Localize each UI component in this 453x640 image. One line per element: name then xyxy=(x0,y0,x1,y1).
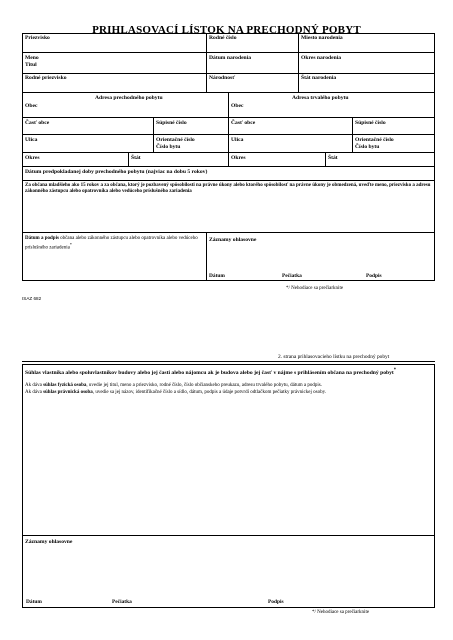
footnote: */ Nehodiace sa prečiarknite xyxy=(286,286,344,291)
page2-records-area[interactable] xyxy=(23,547,434,595)
form-code: ISAZ 682 xyxy=(22,296,42,301)
field-stat-narodenia[interactable]: Štát narodenia xyxy=(301,75,337,81)
address-temp-heading: Adresa prechodného pobytu xyxy=(95,95,163,101)
consent-star: * xyxy=(393,368,397,373)
address-temp-orientacne-cislo[interactable]: Orientačné číslo xyxy=(156,137,195,143)
signature-star: * xyxy=(69,242,72,248)
field-expected-end[interactable]: Dátum predpokladanej doby prechodného pobytu (najviac na dobu 5 rokov) xyxy=(25,169,208,175)
address-temp-obec[interactable]: Obec xyxy=(25,103,38,109)
address-perm-cast-obce[interactable]: Časť obce xyxy=(231,120,256,126)
consent-line-physical: Ak dáva súhlas fyzická osoba, uvedie jej titul, meno a priezvisko, rodné číslo, číslo občianskeho preukazu, adresu trvalého pobytu, dátum a podpis. xyxy=(25,383,322,388)
field-datum-narodenia[interactable]: Dátum narodenia xyxy=(209,55,252,61)
address-temp-stat[interactable]: Štát xyxy=(131,155,141,161)
field-priezvisko[interactable]: Priezvisko xyxy=(25,35,50,41)
address-perm-orientacne-cislo[interactable]: Orientačné číslo xyxy=(355,137,394,143)
address-perm-obec[interactable]: Obec xyxy=(231,103,244,109)
address-temp-ulica[interactable]: Ulica xyxy=(25,137,38,143)
footer-datum: Dátum xyxy=(209,273,225,279)
signature-block[interactable] xyxy=(25,236,203,252)
address-perm-ulica[interactable]: Ulica xyxy=(231,137,244,143)
page2-footer-datum: Dátum xyxy=(26,599,42,605)
address-perm-cislo-bytu[interactable]: Číslo bytu xyxy=(355,144,380,150)
records-label: Záznamy ohlasovne xyxy=(209,237,257,243)
consent-title-text: Súhlas vlastníka alebo spoluvlastníkov budovy alebo jej časti alebo nájomcu ak je budova alebo jej časť v nájme s prihlásením občana na prechodný pobyt xyxy=(25,369,394,376)
consent-line-legal: Ak dáva súhlas právnická osoba, uvedie sa jej názov, identifikačné číslo a sídlo, dátum, podpis a údaje potvrdí odtlačkom pečiatky právnickej osoby. xyxy=(25,390,326,395)
page2-footnote: */ Nehodiace sa prečiarknite xyxy=(312,610,370,615)
field-narodnost[interactable]: Národnosť xyxy=(209,75,236,81)
address-temp-cast-obce[interactable]: Časť obce xyxy=(25,120,50,126)
address-perm-heading: Adresa trvalého pobytu xyxy=(292,95,349,101)
field-meno[interactable]: Meno xyxy=(25,55,39,61)
field-miesto-narodenia[interactable]: Miesto narodenia xyxy=(301,35,343,41)
field-okres-narodenia[interactable]: Okres narodenia xyxy=(301,55,342,61)
address-perm-stat[interactable]: Štát xyxy=(328,155,338,161)
address-perm-supisne-cislo[interactable]: Súpisné číslo xyxy=(355,120,386,126)
signature-text: občana alebo zákonného zástupcu alebo opatrovníka alebo vedúceho príslušného zariadenia xyxy=(25,236,198,251)
field-rodne-priezvisko[interactable]: Rodné priezvisko xyxy=(25,75,67,81)
address-temp-okres[interactable]: Okres xyxy=(25,155,40,161)
consent-input-area[interactable] xyxy=(23,398,434,534)
address-temp-supisne-cislo[interactable]: Súpisné číslo xyxy=(156,120,187,126)
page2-footer-peciatka: Pečiatka xyxy=(112,599,132,605)
consent-title xyxy=(25,367,433,377)
address-perm-okres[interactable]: Okres xyxy=(231,155,246,161)
page2-footer-podpis: Podpis xyxy=(268,599,284,605)
footer-peciatka: Pečiatka xyxy=(282,273,302,279)
field-titul[interactable]: Titul xyxy=(25,62,37,68)
signature-label: Dátum a podpis xyxy=(25,236,59,241)
field-rodne-cislo[interactable]: Rodné číslo xyxy=(209,35,237,41)
form-title: PRIHLASOVACÍ LÍSTOK NA PRECHODNÝ POBYT xyxy=(92,24,361,36)
minor-note[interactable]: Za občana mladšieho ako 15 rokov a za občana, ktorý je pozbavený spôsobilosti na právne úkony alebo ktorého spôsobilosť na právne úkony je obmedzená, uveďte meno, priezvisko a adresu zákonného zástupcu alebo opatrovníka alebo vedúceho príslušného zariadenia xyxy=(25,183,431,195)
address-temp-cislo-bytu[interactable]: Číslo bytu xyxy=(156,144,181,150)
footer-podpis: Podpis xyxy=(366,273,382,279)
page2-records-label: Záznamy ohlasovne xyxy=(25,539,73,545)
page2-header: 2. strana prihlasovacieho lístku na prechodný pobyt xyxy=(278,354,390,360)
